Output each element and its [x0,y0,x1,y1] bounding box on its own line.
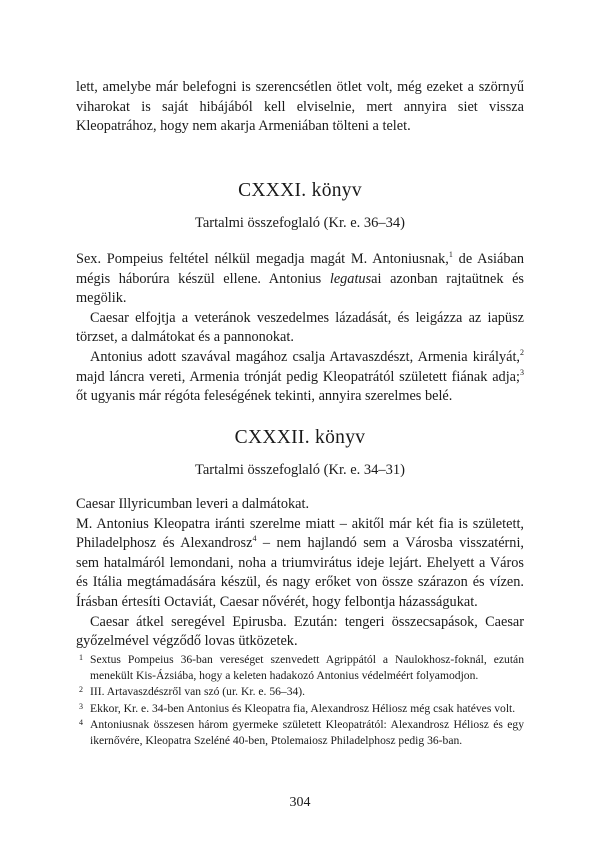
book-131-body [76,250,524,407]
footnote-2-text: III. Artavaszdészről van szó (ur. Kr. e. 56–34). [90,685,306,699]
footnote-ref-4[interactable]: 4 [252,534,257,544]
book-132-paragraph-3: Caesar átkel seregével Epirusba. Ezután: tengeri összecsapások, Caesar győzelmével végződő lovas ütközetek. [76,613,524,650]
book-132-body [76,495,524,652]
book-131-subtitle: Tartalmi összefoglaló (Kr. e. 36–34) [195,215,405,231]
footnote-3-number: 3 [79,701,83,711]
footnote-4-text: Antoniusnak összesen három gyermeke született Kleopatrától: Alexandrosz Héliosz és egy ikernővére, Kleopatra Szeléné 40-ben, Ptolemaiosz Philadelphosz pedig 36-ban. [90,718,524,747]
book-132-title: CXXXII. könyv [234,427,366,448]
footnote-3 [76,701,524,717]
footnote-4 [76,717,524,748]
footnote-3-text: Ekkor, Kr. e. 34-ben Antonius és Kleopatra fia, Alexandrosz Héliosz még csak hatéves volt. [90,701,516,715]
book-131-paragraph-1: Sex. Pompeius feltétel nélkül megadja magát M. Antoniusnak,$^1$ de Asiában mégis háborúra készül ellene. Antonius legatusai azonban rajtaütnek és megölik. [76,250,525,307]
intro-paragraph [76,78,524,137]
book-132-paragraph-1: Caesar Illyricumban leveri a dalmátokat. [76,496,310,512]
footnote-4-number: 4 [79,718,83,728]
footnote-ref-1[interactable]: 1 [448,250,453,260]
footnote-1 [76,652,524,683]
footnote-1-number: 1 [79,653,83,662]
book-132-subtitle: Tartalmi összefoglaló (Kr. e. 34–31) [195,462,405,478]
book-131-title: CXXXI. könyv [238,180,362,201]
page-number: 304 [289,795,311,810]
footnote-2 [76,684,524,700]
footnote-ref-2[interactable]: 2 [520,348,524,358]
book-132-paragraph-2: M. Antonius Kleopatra iránti szerelme miatt – akitől már két fia is született, Philadelphosz és Alexandrosz$^4$ – nem hajlandó sem a Városba visszatérni, sem hatalmáról lemondani, noha a triumvirátus ideje lejárt. Ehelyett a Város és Itália megtámadására készül, és nagy erőket von össze szárazon és vízen. Írásban értesíti Octaviát, Caesar nővérét, hogy felbontja házasságukat. [76,515,525,610]
footnotes [76,652,524,750]
footnote-ref-3[interactable]: 3 [520,367,524,377]
intro-text: lett, amelybe már belefogni is szerencsétlen ötlet volt, még ezeket a szörnyű viharokat is saját hibájából kell elviselnie, mert annyira siet vissza Kleopatrához, hogy nem akarja Armeniában tölteni a telet. [76,79,524,135]
footnote-1-text: Sextus Pompeius 36-ban vereséget szenvedett Agrippától a Naulokhosz-foknál, ezután menekült Kis-Ázsiába, hogy a keleten hadakozó Antonius védelméért folyamodjon. [90,653,524,682]
book-131-paragraph-2: Caesar elfojtja a veteránok veszedelmes lázadását, és leigázza az iapüsz törzset, a dalmátokat és a pannonokat. [76,309,524,346]
book-131-paragraph-3: Antonius adott szavával magához csalja Artavaszdészt, Armenia királyát,$^2$ majd láncra vereti, Armenia trónját pedig Kleopatrától született fiának adja;$^3$ őt ugyanis már régóta feleségének tekinti, annyira szerelmes belé. [76,348,524,405]
footnote-2-number: 2 [79,685,83,695]
